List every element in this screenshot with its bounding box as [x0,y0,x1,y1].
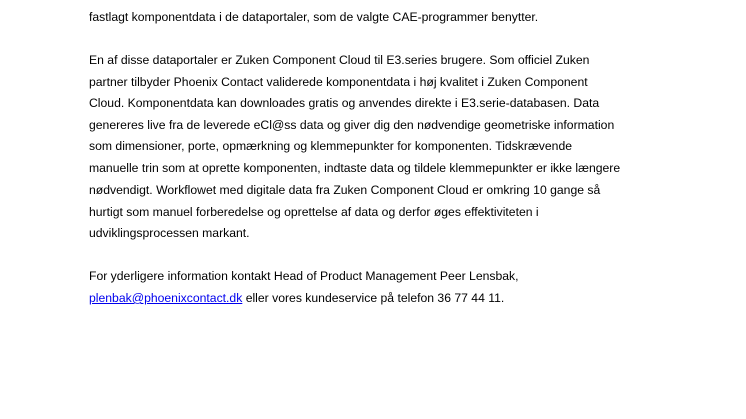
email-link[interactable]: plenbak@phoenixcontact.dk [89,291,243,305]
paragraph-2-line-5: som dimensioner, porte, opmærkning og klemmepunkter for komponenten. Tidskrævende [89,139,572,153]
paragraph-2-line-1: En af disse dataportaler er Zuken Component Cloud til E3.series brugere. Som officiel Zuken [89,53,590,67]
paragraph-3-line-1: For yderligere information kontakt Head of Product Management Peer Lensbak, [89,269,519,283]
paragraph-1-line-1: fastlagt komponentdata i de dataportaler, som de valgte CAE-programmer benytter. [89,10,539,24]
contact-phone-text: eller vores kundeservice på telefon 36 77 44 11. [242,291,505,305]
paragraph-2-line-9: udviklingsprocessen markant. [89,226,250,240]
paragraph-2-line-7: nødvendigt. Workflowet med digitale data fra Zuken Component Cloud er omkring 10 gange så [89,183,601,197]
paragraph-2-line-2: partner tilbyder Phoenix Contact validerede komponentdata i høj kvalitet i Zuken Component [89,75,588,89]
paragraph-2-line-6: manuelle trin som at oprette komponenten, indtaste data og tildele klemmepunkter er ikke længere [89,161,621,175]
paragraph-2-line-4: genereres live fra de leverede eCl@ss data og giver dig den nødvendige geometriske information [89,118,615,132]
paragraph-3-line-2 [89,291,504,305]
paragraph-2-line-8: hurtigt som manuel forberedelse og oprettelse af data og derfor øges effektiviteten i [89,205,539,219]
paragraph-2-line-3: Cloud. Komponentdata kan downloades gratis og anvendes direkte i E3.serie-databasen. Data [89,96,600,110]
